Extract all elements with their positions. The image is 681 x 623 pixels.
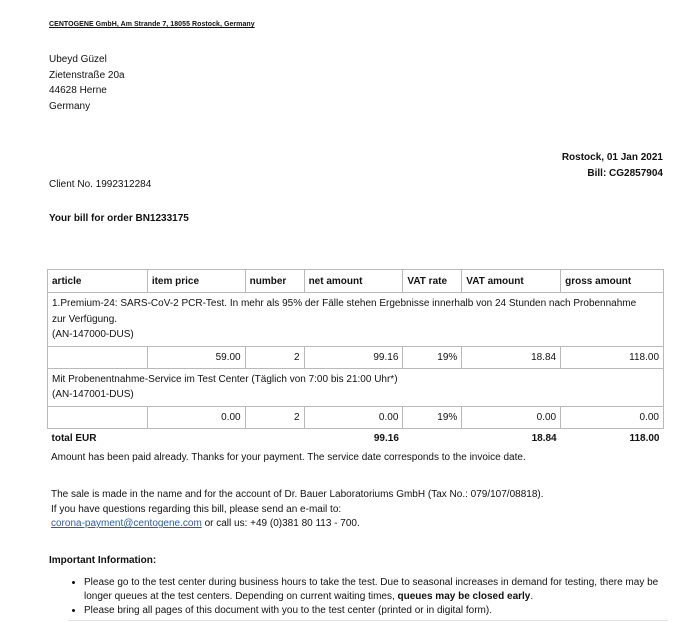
client-number: Client No. 1992312284: [49, 179, 152, 190]
item-description: [48, 368, 664, 406]
column-header: number: [245, 270, 304, 293]
note-text: .: [530, 590, 534, 602]
gross-amount: 0.00: [561, 406, 664, 428]
table-row-description: [48, 293, 664, 347]
table-row-description: [48, 368, 664, 406]
invoice-date: Rostock, 01 Jan 2021: [561, 152, 663, 163]
sender-address-line: CENTOGENE GmbH, Am Strande 7, 18055 Rostock, Germany: [49, 21, 255, 28]
column-header: VAT rate: [403, 270, 462, 293]
vat-amount: 0.00: [462, 406, 561, 428]
recipient-country: Germany: [49, 100, 91, 112]
description-line: Mit Probenentnahme-Service im Test Center (Täglich von 7:00 bis 21:00 Uhr*): [52, 373, 398, 385]
empty-cell: [245, 428, 304, 449]
gross-amount: 118.00: [561, 346, 664, 368]
note-emphasis: queues may be closed early: [397, 590, 531, 602]
email-link[interactable]: corona-payment@centogene.com: [51, 518, 202, 529]
table-row: [48, 406, 664, 428]
item-price: 0.00: [147, 406, 245, 428]
sale-note-line: The sale is made in the name and for the account of Dr. Bauer Laboratoriums GmbH (Tax No.: 079/107/08818).: [51, 489, 544, 500]
column-header: item price: [147, 270, 245, 293]
item-number: 2: [245, 406, 304, 428]
total-label: total EUR: [51, 433, 97, 444]
item-description: [48, 293, 664, 347]
empty-cell: [403, 428, 462, 449]
sale-note: [51, 488, 544, 532]
total-net-amount: 99.16: [373, 433, 399, 444]
total-gross-amount: 118.00: [629, 433, 660, 444]
column-header: net amount: [304, 270, 403, 293]
recipient-city: 44628 Herne: [49, 85, 107, 96]
item-price: 59.00: [147, 346, 245, 368]
payment-note: Amount has been paid already. Thanks for your payment. The service date corresponds to the invoice date.: [51, 452, 526, 463]
net-amount: 0.00: [304, 406, 403, 428]
page-divider: [68, 620, 668, 621]
vat-amount: 18.84: [462, 346, 561, 368]
recipient-street: Zietenstraße 20a: [49, 69, 125, 81]
recipient-address: [49, 52, 125, 114]
description-line: (AN-147000-DUS): [52, 329, 134, 340]
empty-cell: [48, 406, 148, 428]
date-bill-block: [562, 150, 663, 181]
table-header-row: [48, 270, 664, 293]
item-number: 2: [245, 346, 304, 368]
important-notes-list: [66, 576, 664, 619]
total-row: [48, 428, 664, 449]
description-line: 1.Premium-24: SARS-CoV-2 PCR-Test. In mehr als 95% der Fälle stehen Ergebnisse innerhalb von 24 Stunden nach Probennahme: [52, 298, 637, 309]
recipient-name: Ubeyd Güzel: [49, 54, 107, 65]
vat-rate: 19%: [403, 406, 462, 428]
table-row: [48, 346, 664, 368]
important-heading: Important Information:: [49, 555, 157, 566]
bill-number: Bill: CG2857904: [587, 167, 663, 179]
bill-title: Your bill for order BN1233175: [49, 213, 189, 224]
phone-text: or call us: +49 (0)381 80 113 - 700.: [201, 518, 360, 529]
description-line: (AN-147001-DUS): [52, 389, 134, 400]
list-item: [84, 576, 664, 603]
column-header: VAT amount: [462, 270, 561, 293]
vat-rate: 19%: [403, 346, 462, 368]
list-item: • Please bring all pages of this document with you to the test center (printed or in digital form).: [84, 604, 664, 618]
description-line: zur Verfügung.: [52, 313, 118, 325]
total-vat-amount: 18.84: [531, 433, 557, 444]
sale-note-contact: [51, 517, 544, 532]
invoice-table: [47, 269, 664, 449]
net-amount: 99.16: [304, 346, 403, 368]
sale-note-line: If you have questions regarding this bill, please send an e-mail to:: [51, 503, 342, 515]
column-header: gross amount: [561, 270, 664, 293]
column-header: article: [48, 270, 148, 293]
empty-cell: [48, 346, 148, 368]
note-text: Please go to the test center during business hours to take the test. Due to seasonal increases in demand for testing, there may be longer queues at the test centers. Depending on current waiting times,: [84, 577, 659, 602]
